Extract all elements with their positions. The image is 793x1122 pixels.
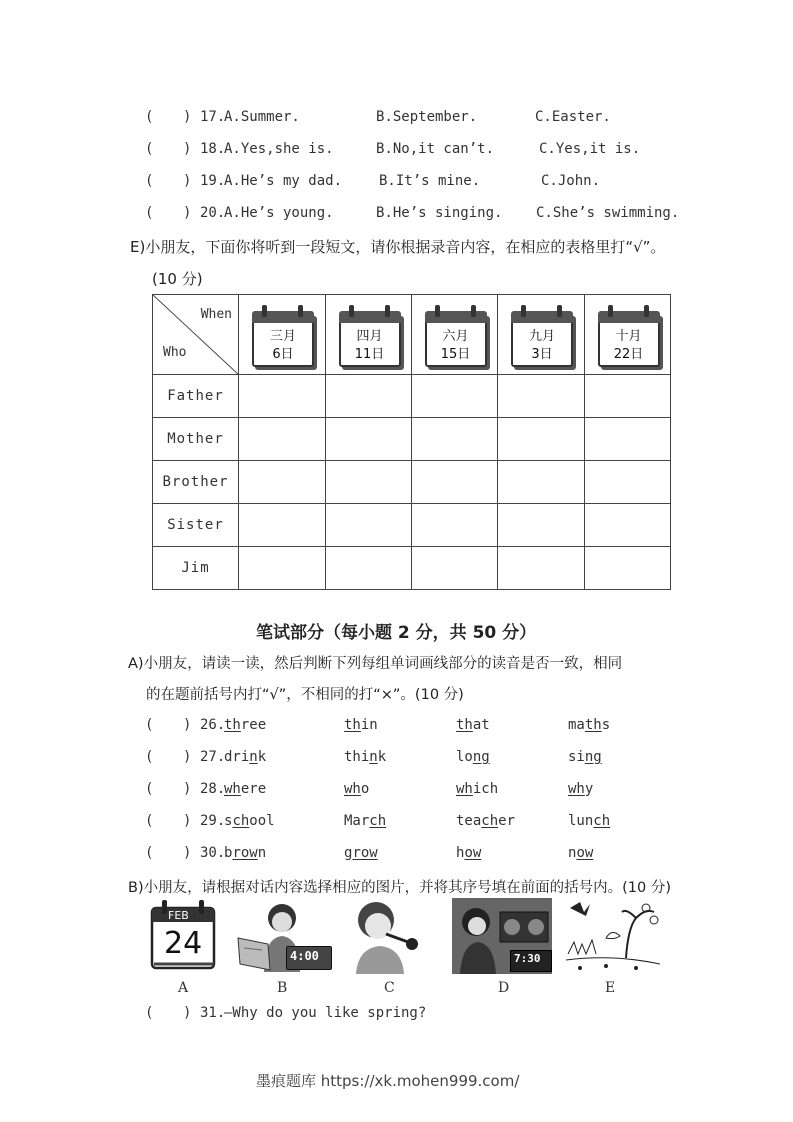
word-suffix: er bbox=[498, 813, 516, 829]
question-row bbox=[145, 842, 665, 864]
underlined-letters: ch bbox=[593, 813, 611, 829]
footer-watermark: 墨痕题库 https://xk.mohen999.com/ bbox=[256, 1072, 520, 1090]
answer-paren-open[interactable]: ( bbox=[145, 813, 154, 829]
answer-paren-close[interactable]: ) bbox=[183, 845, 192, 861]
question-number: 17. bbox=[200, 109, 226, 125]
answer-paren-close[interactable]: ) bbox=[183, 173, 192, 189]
word-suffix: ere bbox=[240, 781, 267, 797]
spring-scene-icon bbox=[566, 898, 660, 974]
question-number: 19. bbox=[200, 173, 226, 189]
calendar-month: 十月 bbox=[615, 328, 642, 344]
clock-time: 4:00 bbox=[290, 949, 319, 963]
word bbox=[568, 810, 610, 832]
answer-paren-open[interactable]: ( bbox=[145, 781, 154, 797]
tick-cell[interactable] bbox=[239, 375, 326, 418]
word-prefix: tea bbox=[456, 813, 482, 829]
tick-cell[interactable] bbox=[239, 504, 326, 547]
question-row bbox=[145, 714, 665, 736]
question-row bbox=[145, 746, 665, 768]
underlined-letters: wh bbox=[568, 781, 585, 797]
table-header-corner bbox=[153, 295, 239, 375]
table-row bbox=[153, 375, 671, 418]
date-cell bbox=[585, 295, 671, 375]
table-row bbox=[153, 504, 671, 547]
underlined-letters: wh bbox=[344, 781, 361, 797]
answer-paren-open[interactable]: ( bbox=[145, 1005, 154, 1021]
calendar-icon bbox=[596, 303, 660, 367]
answer-paren-close[interactable]: ) bbox=[183, 1005, 192, 1021]
word-suffix: in bbox=[360, 717, 378, 733]
tick-cell[interactable] bbox=[412, 547, 498, 590]
tick-cell[interactable] bbox=[412, 418, 498, 461]
word bbox=[568, 842, 593, 864]
question-number: 29. bbox=[200, 813, 226, 829]
calendar-day: 24 bbox=[164, 926, 203, 961]
option-c: C.Easter. bbox=[535, 109, 611, 125]
calendar-month: FEB bbox=[168, 909, 189, 922]
underlined-letters: row bbox=[232, 845, 258, 861]
word-prefix: h bbox=[456, 845, 465, 861]
section-b-instruction: B)小朋友，请根据对话内容选择相应的图片，并将其序号填在前面的括号内。(10 分) bbox=[128, 880, 671, 896]
question-number: 27. bbox=[200, 749, 226, 765]
tick-cell[interactable] bbox=[239, 461, 326, 504]
word-prefix: s bbox=[224, 813, 233, 829]
table-row bbox=[153, 461, 671, 504]
tick-cell[interactable] bbox=[326, 375, 412, 418]
word bbox=[224, 746, 266, 768]
person-label: Sister bbox=[153, 504, 239, 547]
tick-cell[interactable] bbox=[498, 418, 585, 461]
option-a: A.He’s young. bbox=[224, 205, 334, 221]
header-when: When bbox=[200, 307, 232, 322]
word bbox=[456, 714, 490, 736]
option-a: A.He’s my dad. bbox=[224, 173, 343, 189]
question-row bbox=[145, 810, 665, 832]
word-suffix: at bbox=[472, 717, 490, 733]
tick-cell[interactable] bbox=[239, 418, 326, 461]
word-suffix: s bbox=[601, 717, 611, 733]
word-prefix: thi bbox=[344, 749, 370, 765]
calendar-icon bbox=[423, 303, 487, 367]
section-e-score: (10 分) bbox=[152, 270, 203, 288]
answer-paren-close[interactable]: ) bbox=[183, 781, 192, 797]
calendar-month: 六月 bbox=[442, 328, 469, 344]
listening-chart-table bbox=[152, 294, 671, 590]
underlined-letters: n bbox=[249, 749, 258, 765]
underlined-letters: wh bbox=[224, 781, 241, 797]
answer-paren-open[interactable]: ( bbox=[145, 109, 154, 125]
tick-cell[interactable] bbox=[412, 504, 498, 547]
header-who: Who bbox=[163, 345, 187, 360]
underlined-letters: ng bbox=[584, 749, 602, 765]
question-row bbox=[145, 202, 685, 224]
option-c: C.She’s swimming. bbox=[536, 205, 680, 221]
word-prefix: lun bbox=[568, 813, 594, 829]
word bbox=[344, 810, 386, 832]
person-label: Father bbox=[153, 375, 239, 418]
word bbox=[456, 842, 481, 864]
word-suffix: k bbox=[377, 749, 387, 765]
word-prefix: dri bbox=[224, 749, 250, 765]
word-prefix: b bbox=[224, 845, 233, 861]
option-c: C.Yes,it is. bbox=[539, 141, 641, 157]
calendar-icon bbox=[250, 303, 314, 367]
word bbox=[456, 778, 498, 800]
word bbox=[344, 778, 369, 800]
picture-b-reading bbox=[234, 898, 330, 974]
tick-cell[interactable] bbox=[585, 547, 671, 590]
word-prefix: ma bbox=[568, 717, 585, 733]
question-row bbox=[145, 170, 685, 192]
calendar-day: 15日 bbox=[440, 346, 471, 362]
picture-label: C bbox=[384, 980, 395, 996]
answer-paren-open[interactable]: ( bbox=[145, 141, 154, 157]
underlined-letters: ch bbox=[481, 813, 499, 829]
date-cell bbox=[326, 295, 412, 375]
underlined-letters: wh bbox=[456, 781, 473, 797]
answer-paren-open[interactable]: ( bbox=[145, 717, 154, 733]
picture-c-singing bbox=[342, 898, 432, 974]
option-a: A.Yes,she is. bbox=[224, 141, 334, 157]
written-part-title: 笔试部分（每小题 2 分，共 50 分） bbox=[256, 623, 537, 643]
answer-paren-close[interactable]: ) bbox=[183, 813, 192, 829]
question-number: 26. bbox=[200, 717, 226, 733]
word bbox=[568, 714, 610, 736]
answer-paren-open[interactable]: ( bbox=[145, 205, 154, 221]
word-suffix: ich bbox=[472, 781, 499, 797]
word-suffix: ool bbox=[249, 813, 275, 829]
option-b: B.It’s mine. bbox=[379, 173, 481, 189]
tick-cell[interactable] bbox=[498, 461, 585, 504]
calendar-icon bbox=[509, 303, 573, 367]
question-number: 30. bbox=[200, 845, 226, 861]
underlined-letters: row bbox=[352, 845, 378, 861]
option-c: C.John. bbox=[541, 173, 601, 189]
calendar-day: 22日 bbox=[613, 346, 644, 362]
person-label: Jim bbox=[153, 547, 239, 590]
word bbox=[224, 810, 275, 832]
picture-label: E bbox=[605, 980, 616, 996]
option-b: B.No,it can’t. bbox=[376, 141, 495, 157]
section-a-instruction-line2: 的在题前括号内打“√”，不相同的打“×”。(10 分) bbox=[146, 687, 464, 703]
tick-cell[interactable] bbox=[585, 461, 671, 504]
underlined-letters: ng bbox=[472, 749, 490, 765]
word-suffix: y bbox=[584, 781, 594, 797]
section-e-instruction: E)小朋友，下面你将听到一段短文，请你根据录音内容，在相应的表格里打“√”。 bbox=[130, 238, 666, 256]
calendar-month: 四月 bbox=[356, 328, 383, 344]
option-b: B.He’s singing. bbox=[376, 205, 503, 221]
question-number: 31. bbox=[200, 1005, 226, 1021]
date-cell bbox=[412, 295, 498, 375]
word-suffix: ree bbox=[240, 717, 267, 733]
underlined-letters: n bbox=[369, 749, 378, 765]
tick-cell[interactable] bbox=[498, 504, 585, 547]
underlined-letters: ch bbox=[232, 813, 250, 829]
underlined-letters: th bbox=[456, 717, 473, 733]
word bbox=[224, 842, 266, 864]
word bbox=[344, 714, 378, 736]
word-prefix: Mar bbox=[344, 813, 370, 829]
word bbox=[224, 778, 266, 800]
option-a: A.Summer. bbox=[224, 109, 300, 125]
word bbox=[568, 746, 602, 768]
tick-cell[interactable] bbox=[239, 547, 326, 590]
word bbox=[344, 746, 386, 768]
word-prefix: si bbox=[568, 749, 585, 765]
picture-e-spring bbox=[566, 898, 660, 974]
underlined-letters: ch bbox=[369, 813, 387, 829]
singing-girl-icon bbox=[342, 898, 432, 974]
answer-paren-close[interactable]: ) bbox=[183, 109, 192, 125]
picture-d-music bbox=[452, 898, 552, 974]
table-row bbox=[153, 418, 671, 461]
underlined-letters: th bbox=[584, 717, 602, 733]
word bbox=[456, 746, 490, 768]
underlined-letters: th bbox=[224, 717, 241, 733]
answer-paren-close[interactable]: ) bbox=[183, 205, 192, 221]
calendar-icon bbox=[337, 303, 401, 367]
calendar-day: 11日 bbox=[354, 346, 385, 362]
tick-cell[interactable] bbox=[326, 461, 412, 504]
answer-paren-close[interactable]: ) bbox=[183, 717, 192, 733]
tick-cell[interactable] bbox=[585, 375, 671, 418]
tick-cell[interactable] bbox=[498, 375, 585, 418]
picture-label: D bbox=[498, 980, 510, 996]
question-text: —Why do you like spring? bbox=[224, 1005, 427, 1021]
picture-label: B bbox=[277, 980, 288, 996]
question-31 bbox=[145, 1002, 645, 1024]
tick-cell[interactable] bbox=[326, 547, 412, 590]
word-prefix: g bbox=[344, 845, 353, 861]
underlined-letters: ow bbox=[576, 845, 594, 861]
calendar-month: 三月 bbox=[269, 328, 296, 344]
tick-cell[interactable] bbox=[585, 418, 671, 461]
date-cell bbox=[498, 295, 585, 375]
word-suffix: o bbox=[360, 781, 370, 797]
answer-paren-close[interactable]: ) bbox=[183, 141, 192, 157]
question-row bbox=[145, 778, 665, 800]
picture-label: A bbox=[178, 980, 189, 996]
picture-a-calendar bbox=[148, 898, 218, 974]
tick-cell[interactable] bbox=[326, 418, 412, 461]
calendar-month: 九月 bbox=[528, 328, 555, 344]
word-suffix: k bbox=[257, 749, 267, 765]
tick-cell[interactable] bbox=[412, 375, 498, 418]
word-prefix: n bbox=[568, 845, 577, 861]
underlined-letters: ow bbox=[464, 845, 482, 861]
question-number: 28. bbox=[200, 781, 226, 797]
section-a-instruction-line1: A)小朋友，请读一读，然后判断下列每组单词画线部分的读音是否一致，相同 bbox=[128, 656, 623, 672]
tick-cell[interactable] bbox=[326, 504, 412, 547]
table-row bbox=[153, 547, 671, 590]
calendar-day: 3日 bbox=[531, 346, 553, 362]
person-label: Brother bbox=[153, 461, 239, 504]
word bbox=[224, 714, 266, 736]
underlined-letters: th bbox=[344, 717, 361, 733]
question-row bbox=[145, 106, 685, 128]
date-cell bbox=[239, 295, 326, 375]
question-row bbox=[145, 138, 685, 160]
question-number: 20. bbox=[200, 205, 226, 221]
tick-cell[interactable] bbox=[412, 461, 498, 504]
answer-paren-open[interactable]: ( bbox=[145, 845, 154, 861]
option-b: B.September. bbox=[376, 109, 478, 125]
word bbox=[456, 810, 515, 832]
question-number: 18. bbox=[200, 141, 226, 157]
tick-cell[interactable] bbox=[498, 547, 585, 590]
answer-paren-open[interactable]: ( bbox=[145, 173, 154, 189]
word-prefix: lo bbox=[456, 749, 473, 765]
clock-time: 7:30 bbox=[514, 952, 541, 965]
word-suffix: n bbox=[257, 845, 267, 861]
calendar-day: 6日 bbox=[272, 346, 294, 362]
word bbox=[344, 842, 378, 864]
answer-paren-close[interactable]: ) bbox=[183, 749, 192, 765]
tick-cell[interactable] bbox=[585, 504, 671, 547]
word bbox=[568, 778, 593, 800]
answer-paren-open[interactable]: ( bbox=[145, 749, 154, 765]
person-label: Mother bbox=[153, 418, 239, 461]
